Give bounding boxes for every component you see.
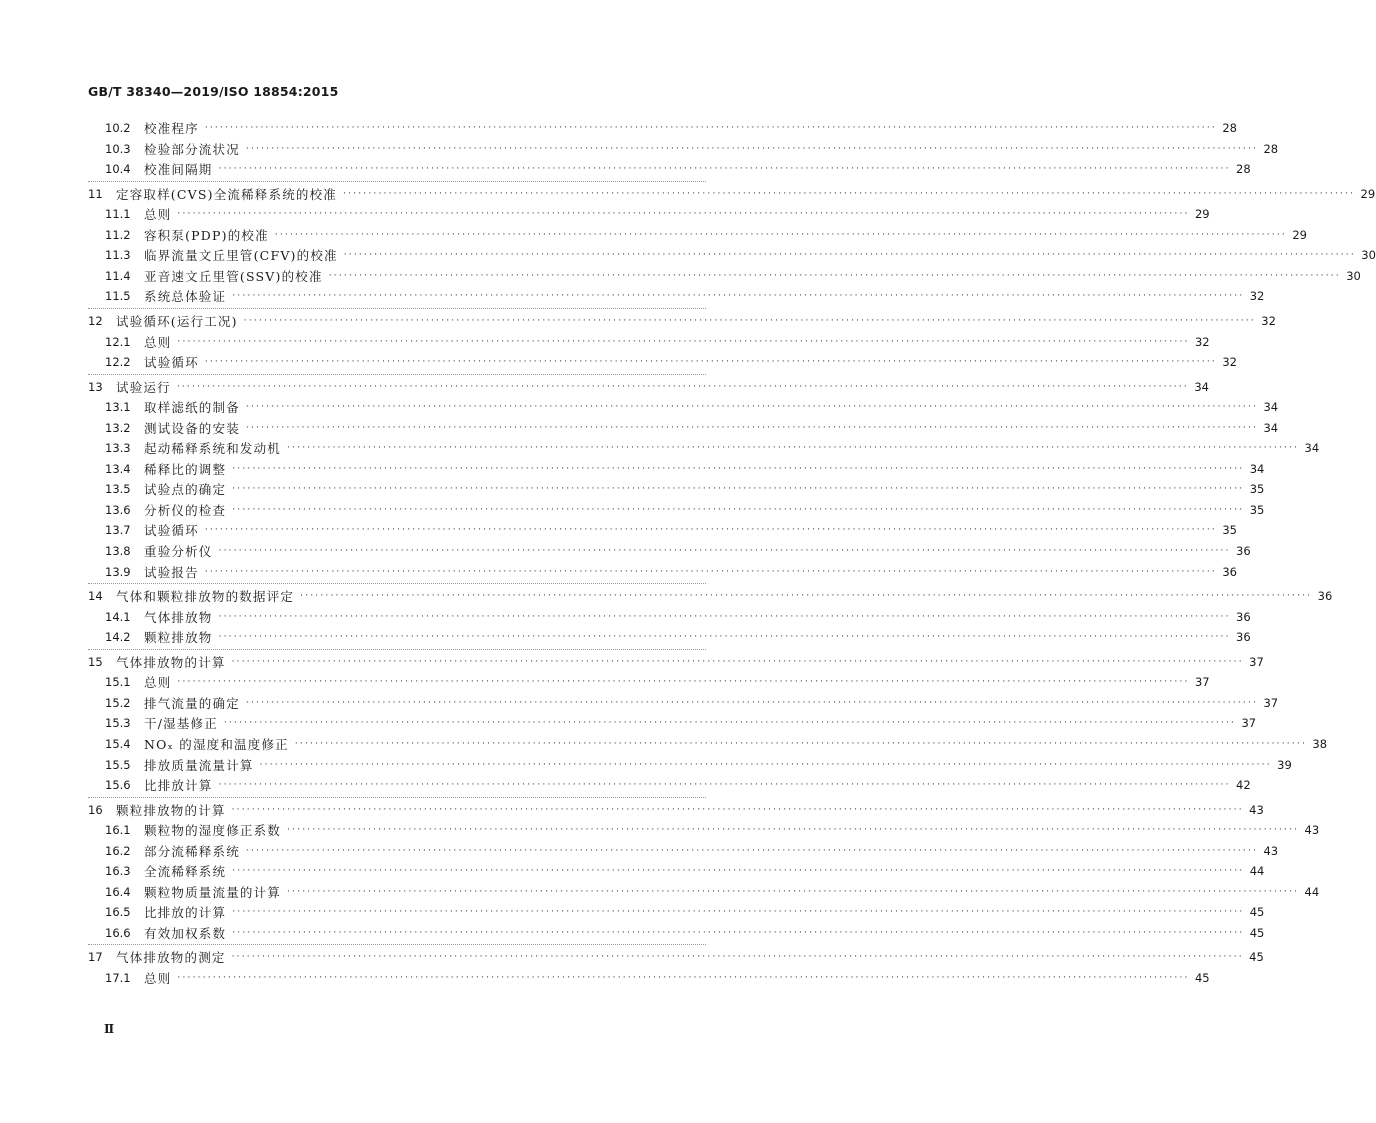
- toc-entry-page: 45: [1249, 950, 1264, 965]
- toc-entry-number: 16.1: [105, 823, 131, 838]
- toc-entry[interactable]: [88, 800, 1264, 820]
- toc-entry-number: 13.6: [105, 502, 131, 517]
- toc-entry-number: 13.7: [105, 523, 131, 538]
- toc-entry-title: 校准间隔期: [144, 162, 213, 178]
- toc-entry-number: 11.5: [105, 289, 131, 304]
- toc-entry-title: 总则: [144, 334, 172, 350]
- toc-entry-title: 颗粒排放物的计算: [116, 802, 226, 818]
- toc-leader-dots: ········································································································································································································: [177, 973, 1190, 983]
- toc-entry-number: 16.2: [105, 843, 131, 858]
- toc-entry[interactable]: [88, 923, 1265, 943]
- toc-entry-page: 36: [1236, 544, 1251, 558]
- toc-entry[interactable]: [88, 438, 1320, 458]
- toc-entry[interactable]: [88, 139, 1279, 159]
- toc-entry[interactable]: [88, 861, 1265, 881]
- toc-leader-dots: ········································································································································································································: [232, 927, 1245, 938]
- toc-entry-number: 13.4: [105, 461, 131, 476]
- toc-entry-number: 11.2: [105, 227, 131, 242]
- toc-leader-dots: ········································································································································································································: [177, 336, 1190, 347]
- toc-leader-dots: ········································································································································································································: [204, 566, 1217, 577]
- toc-leader-dots: ········································································································································································································: [245, 422, 1259, 433]
- toc-entry-page: 38: [1312, 736, 1328, 751]
- toc-entry-number: 17: [88, 950, 103, 965]
- toc-entry[interactable]: [88, 693, 1279, 713]
- toc-leader-dots: ········································································································································································································: [245, 402, 1259, 413]
- toc-entry-number: 15: [88, 654, 103, 669]
- toc-entry-page: 30: [1346, 268, 1361, 283]
- toc-entry[interactable]: [88, 418, 1279, 438]
- toc-entry-title: 排气流量的确定: [144, 695, 240, 711]
- toc-entry-page: 45: [1194, 971, 1210, 985]
- toc-leader-dots: ········································································································································································································: [177, 677, 1190, 688]
- toc-entry-title: 总则: [144, 207, 172, 223]
- toc-leader-dots: ········································································································································································································: [245, 143, 1259, 154]
- toc-entry[interactable]: [88, 902, 1265, 922]
- toc-entry-number: 16.4: [105, 884, 131, 899]
- toc-leader-dots: ········································································································································································································: [177, 209, 1190, 220]
- toc-leader-dots: ········································································································································································································: [287, 443, 1300, 454]
- toc-entry-page: 28: [1263, 141, 1279, 156]
- toc-entry[interactable]: [88, 159, 1251, 179]
- toc-entry-title: 比排放计算: [144, 778, 213, 794]
- toc-entry[interactable]: [88, 672, 1210, 692]
- toc-entry-page: 36: [1222, 564, 1237, 579]
- toc-entry-number: 10.2: [105, 121, 131, 135]
- toc-entry-page: 28: [1236, 162, 1251, 177]
- section-divider: [88, 797, 706, 798]
- toc-entry-title: 试验点的确定: [144, 482, 227, 498]
- toc-leader-dots: ········································································································································································································: [232, 866, 1245, 877]
- toc-leader-dots: ········································································································································································································: [294, 738, 1308, 749]
- toc-entry-page: 34: [1263, 420, 1279, 435]
- toc-entry-title: 比排放的计算: [144, 905, 227, 921]
- section-divider: [88, 374, 706, 375]
- section-divider: [88, 181, 706, 182]
- toc-entry-page: 42: [1236, 778, 1251, 793]
- toc-entry-title: 起动稀释系统和发动机: [144, 441, 282, 457]
- toc-leader-dots: ········································································································································································································: [204, 525, 1217, 536]
- toc-entry-page: 35: [1249, 502, 1265, 517]
- toc-leader-dots: ········································································································································································································: [204, 123, 1217, 133]
- toc-entry-number: 10.3: [105, 141, 131, 156]
- toc-entry-title: 总则: [144, 971, 172, 986]
- toc-entry-title: 全流稀释系统: [144, 864, 227, 880]
- toc-entry[interactable]: [88, 332, 1210, 352]
- toc-leader-dots: ········································································································································································································: [287, 886, 1300, 897]
- toc-entry-title: 检验部分流状况: [144, 141, 240, 157]
- toc-entry-number: 12: [88, 313, 103, 328]
- toc-entry-number: 15.5: [105, 757, 131, 772]
- toc-entry-page: 32: [1249, 289, 1265, 304]
- toc-entry-title: 系统总体验证: [144, 289, 227, 305]
- toc-entry-title: 试验循环(运行工况): [116, 313, 238, 329]
- toc-entry-title: 排放质量流量计算: [144, 757, 254, 773]
- toc-entry-number: 11.4: [105, 268, 131, 283]
- toc-leader-dots: ········································································································································································································: [287, 825, 1300, 836]
- toc-entry-number: 15.1: [105, 675, 131, 690]
- toc-entry[interactable]: [88, 204, 1210, 224]
- toc-entry-page: 35: [1249, 482, 1265, 497]
- toc-entry-page: 32: [1222, 355, 1237, 370]
- toc-entry[interactable]: [88, 713, 1257, 733]
- toc-entry-number: 16.3: [105, 864, 131, 879]
- toc-entry-page: 34: [1263, 400, 1279, 415]
- page-number: Ⅱ: [104, 1022, 115, 1036]
- toc-entry[interactable]: [88, 541, 1251, 561]
- toc-entry-number: 11.3: [105, 248, 131, 263]
- toc-entry[interactable]: [88, 266, 1361, 286]
- toc-entry-number: 14: [88, 589, 103, 604]
- toc-entry-number: 10.4: [105, 162, 131, 177]
- toc-leader-dots: ········································································································································································································: [204, 357, 1217, 368]
- toc-entry-page: 37: [1249, 654, 1264, 669]
- toc-entry[interactable]: [88, 586, 1333, 606]
- toc-entry[interactable]: [88, 734, 1328, 754]
- toc-leader-dots: ········································································································································································································: [231, 804, 1244, 815]
- toc-entry-page: 45: [1249, 925, 1265, 940]
- toc-leader-dots: ········································································································································································································: [343, 188, 1356, 199]
- toc-entry-title: 校准程序: [144, 121, 199, 136]
- toc-leader-dots: ········································································································································································································: [218, 632, 1231, 643]
- toc-entry-page: 43: [1263, 843, 1279, 858]
- toc-entry[interactable]: [88, 397, 1279, 417]
- toc-entry-number: 15.3: [105, 716, 131, 731]
- toc-entry-title: 气体排放物的计算: [116, 654, 226, 670]
- toc-entry[interactable]: [88, 225, 1307, 245]
- toc-entry[interactable]: [88, 520, 1237, 540]
- toc-entry-title: 试验循环: [144, 355, 199, 371]
- toc-entry-page: 34: [1249, 461, 1265, 476]
- toc-entry-title: 气体排放物的测定: [116, 950, 226, 966]
- toc-leader-dots: ········································································································································································································: [218, 546, 1231, 556]
- toc-entry-number: 12.1: [105, 334, 131, 349]
- toc-entry[interactable]: [88, 775, 1251, 795]
- toc-leader-dots: ········································································································································································································: [328, 270, 1341, 281]
- toc-leader-dots: ········································································································································································································: [218, 611, 1231, 622]
- toc-leader-dots: ········································································································································································································: [232, 291, 1245, 302]
- toc-entry-number: 16.5: [105, 905, 131, 920]
- toc-entry-page: 44: [1304, 884, 1320, 899]
- section-divider: [88, 944, 706, 945]
- toc-entry[interactable]: [88, 377, 1209, 397]
- toc-leader-dots: ········································································································································································································: [232, 504, 1245, 515]
- toc-entry[interactable]: [88, 607, 1251, 627]
- toc-entry[interactable]: [88, 947, 1264, 967]
- toc-entry[interactable]: [88, 479, 1265, 499]
- toc-entry-number: 13.8: [105, 544, 131, 558]
- toc-entry-title: 颗粒物质量流量的计算: [144, 884, 282, 900]
- toc-leader-dots: ········································································································································································································: [176, 381, 1189, 392]
- toc-entry[interactable]: [88, 968, 1210, 988]
- toc-entry[interactable]: [88, 245, 1376, 265]
- toc-entry-page: 32: [1261, 313, 1276, 328]
- toc-entry-page: 44: [1249, 864, 1265, 879]
- toc-entry-title: 总则: [144, 675, 172, 691]
- toc-entry-page: 29: [1292, 227, 1307, 242]
- toc-entry-page: 37: [1241, 716, 1257, 731]
- toc-entry-page: 37: [1263, 695, 1279, 710]
- toc-leader-dots: ········································································································································································································: [231, 656, 1244, 667]
- section-divider: [88, 308, 706, 309]
- toc-entry-title: 干/湿基修正: [144, 716, 218, 732]
- toc-entry-number: 13: [88, 379, 103, 394]
- toc-entry-number: 16: [88, 802, 103, 817]
- toc-entry-title: 部分流稀释系统: [144, 843, 240, 859]
- toc-entry-page: 43: [1249, 802, 1264, 817]
- toc-entry[interactable]: [88, 627, 1251, 647]
- toc-entry-page: 29: [1360, 186, 1376, 201]
- toc-entry-number: 14.1: [105, 609, 131, 624]
- toc-entry-title: 气体排放物: [144, 609, 213, 625]
- toc-entry-number: 14.2: [105, 630, 131, 645]
- toc-entry[interactable]: [88, 184, 1376, 204]
- toc-leader-dots: ········································································································································································································: [232, 484, 1245, 495]
- toc-entry-page: 45: [1249, 905, 1265, 920]
- toc-entry-number: 13.1: [105, 400, 131, 415]
- toc-entry-number: 13.2: [105, 420, 131, 435]
- toc-entry-title: 临界流量文丘里管(CFV)的校准: [144, 248, 338, 264]
- toc-leader-dots: ········································································································································································································: [274, 229, 1287, 240]
- toc-entry-title: 分析仪的检查: [144, 502, 227, 518]
- toc-entry[interactable]: [88, 459, 1265, 479]
- toc-entry[interactable]: [88, 562, 1237, 582]
- toc-leader-dots: ········································································································································································································: [243, 315, 1256, 326]
- toc-entry-page: 39: [1277, 757, 1292, 772]
- toc-entry[interactable]: [88, 820, 1320, 840]
- toc-entry-number: 12.2: [105, 355, 131, 370]
- toc-leader-dots: ········································································································································································································: [245, 845, 1259, 856]
- toc-leader-dots: ········································································································································································································: [245, 697, 1259, 708]
- toc-leader-dots: ········································································································································································································: [218, 164, 1231, 175]
- toc-entry-number: 13.9: [105, 564, 131, 579]
- toc-leader-dots: ········································································································································································································: [259, 759, 1272, 770]
- toc-entry-page: 32: [1194, 334, 1210, 349]
- toc-entry-number: 15.6: [105, 778, 131, 793]
- toc-entry-number: 16.6: [105, 925, 131, 940]
- toc-entry[interactable]: [88, 352, 1237, 372]
- toc-entry-page: 37: [1194, 675, 1210, 690]
- toc-entry-title: 颗粒排放物: [144, 630, 213, 646]
- toc-entry-title: 试验运行: [116, 379, 171, 395]
- toc-entry-page: 34: [1304, 441, 1320, 456]
- toc-entry-title: 测试设备的安装: [144, 420, 240, 436]
- toc-entry[interactable]: [88, 500, 1265, 520]
- toc-entry-title: 取样滤纸的制备: [144, 400, 240, 416]
- toc-entry-page: 29: [1194, 207, 1210, 222]
- toc-entry[interactable]: [88, 755, 1292, 775]
- toc-entry-title: 颗粒物的湿度修正系数: [144, 823, 282, 839]
- toc-entry-number: 13.5: [105, 482, 131, 497]
- toc-entry-title: NOₓ 的湿度和温度修正: [144, 736, 289, 752]
- toc-entry-title: 亚音速文丘里管(SSV)的校准: [144, 268, 323, 284]
- toc-leader-dots: ········································································································································································································: [232, 907, 1245, 918]
- toc-entry-title: 试验循环: [144, 523, 199, 539]
- toc-entry-page: 36: [1236, 609, 1251, 624]
- toc-entry-number: 17.1: [105, 971, 131, 985]
- toc-entry[interactable]: [88, 311, 1276, 331]
- toc-leader-dots: ········································································································································································································: [223, 718, 1237, 729]
- toc-entry-page: 34: [1194, 379, 1209, 394]
- toc-entry-title: 重验分析仪: [144, 544, 213, 559]
- toc-entry-title: 气体和颗粒排放物的数据评定: [116, 589, 295, 605]
- toc-entry-number: 15.4: [105, 736, 131, 751]
- toc-entry-title: 试验报告: [144, 564, 199, 580]
- section-divider: [88, 649, 706, 650]
- toc-leader-dots: ········································································································································································································: [232, 463, 1245, 474]
- toc-leader-dots: ········································································································································································································: [300, 591, 1313, 602]
- toc-entry-page: 28: [1222, 121, 1237, 135]
- toc-entry[interactable]: [88, 882, 1320, 902]
- toc-leader-dots: ········································································································································································································: [218, 780, 1231, 791]
- toc-entry-title: 定容取样(CVS)全流稀释系统的校准: [116, 186, 338, 202]
- document-header: GB/T 38340—2019/ISO 18854:2015: [88, 84, 339, 99]
- toc-entry-number: 15.2: [105, 695, 131, 710]
- section-divider: [88, 583, 706, 584]
- toc-entry-page: 36: [1236, 630, 1251, 645]
- toc-entry-number: 11.1: [105, 207, 131, 222]
- toc-entry[interactable]: [88, 841, 1279, 861]
- toc-entry-number: 11: [88, 186, 103, 201]
- toc-entry[interactable]: [88, 118, 1237, 138]
- toc-entry[interactable]: [88, 652, 1264, 672]
- toc-leader-dots: ········································································································································································································: [343, 250, 1356, 261]
- toc-entry-title: 有效加权系数: [144, 925, 227, 941]
- toc-entry-title: 稀释比的调整: [144, 461, 227, 477]
- toc-entry-number: 13.3: [105, 441, 131, 456]
- toc-entry-page: 36: [1317, 589, 1333, 604]
- toc-entry-page: 30: [1361, 248, 1376, 263]
- toc-entry-page: 35: [1222, 523, 1237, 538]
- toc-entry-page: 43: [1304, 823, 1320, 838]
- toc-leader-dots: ········································································································································································································: [231, 952, 1244, 963]
- toc-entry[interactable]: [88, 286, 1265, 306]
- toc-entry-title: 容积泵(PDP)的校准: [144, 227, 269, 243]
